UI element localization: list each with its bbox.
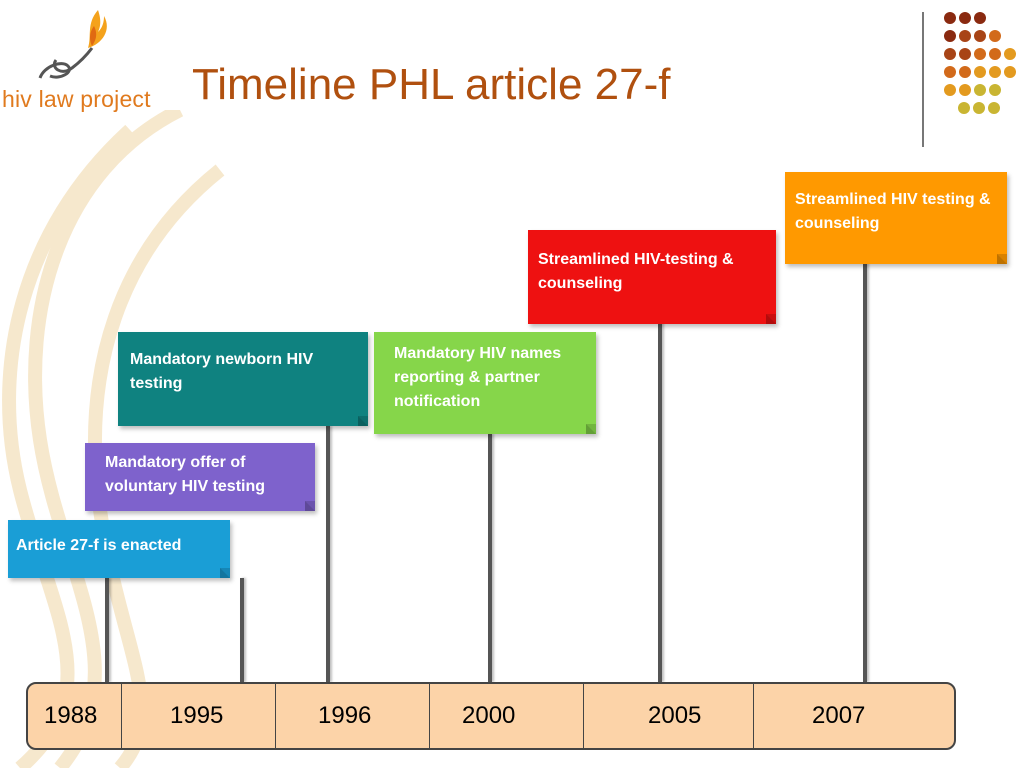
year-label: 1996 [318, 702, 372, 729]
stem-2000 [488, 434, 492, 682]
flame-logo-icon [0, 0, 170, 90]
decorative-dot [974, 66, 986, 78]
header-divider [922, 12, 924, 147]
year-bar [26, 682, 956, 750]
stem-1995 [240, 578, 244, 682]
decorative-dot [944, 84, 956, 96]
event-label: Streamlined HIV-testing & counseling [538, 251, 734, 292]
event-box-2007 [785, 172, 1007, 264]
decorative-dot [989, 66, 1001, 78]
decorative-dot [944, 12, 956, 24]
page-fold-icon [220, 568, 230, 578]
page-fold-icon [358, 416, 368, 426]
event-label: Mandatory newborn HIV testing [130, 351, 314, 392]
decorative-dot [959, 84, 971, 96]
event-box-1995 [85, 443, 315, 511]
decorative-dot [959, 66, 971, 78]
event-box-2000 [374, 332, 596, 434]
stem-2005 [658, 322, 662, 682]
page-fold-icon [305, 501, 315, 511]
year-cell-2005 [584, 684, 754, 748]
decorative-dot [974, 84, 986, 96]
decorative-dot [944, 48, 956, 60]
year-cell-1988 [28, 684, 122, 748]
decorative-dot [1004, 66, 1016, 78]
decorative-dot [958, 102, 970, 114]
decorative-dot [944, 66, 956, 78]
event-label: Mandatory offer of voluntary HIV testing [105, 454, 266, 495]
decorative-dot [944, 30, 956, 42]
year-cell-1995 [122, 684, 276, 748]
stem-2007 [863, 262, 867, 682]
decorative-dot [989, 84, 1001, 96]
event-box-2005 [528, 230, 776, 324]
decorative-dot [974, 48, 986, 60]
year-label: 2005 [648, 702, 702, 729]
decorative-dot [989, 30, 1001, 42]
page-title: Timeline PHL article 27-f [192, 60, 671, 109]
decorative-dot [989, 48, 1001, 60]
year-cell-2000 [430, 684, 584, 748]
decorative-dot [959, 12, 971, 24]
year-cell-1996 [276, 684, 430, 748]
background-swirl-decoration [0, 110, 230, 768]
decorative-dot [973, 102, 985, 114]
stem-1996 [326, 426, 330, 682]
decorative-dot [959, 48, 971, 60]
year-cell-2007 [754, 684, 954, 748]
event-label: Streamlined HIV testing & counseling [795, 191, 991, 232]
year-label: 2007 [812, 702, 866, 729]
year-label: 1995 [170, 702, 224, 729]
year-label: 2000 [462, 702, 516, 729]
page-fold-icon [586, 424, 596, 434]
page-fold-icon [766, 314, 776, 324]
decorative-dot [1004, 48, 1016, 60]
decorative-dot [974, 30, 986, 42]
event-label: Mandatory HIV names reporting & partner notification [394, 345, 562, 410]
logo-text: hiv law project [2, 86, 151, 112]
year-label: 1988 [44, 702, 98, 729]
decorative-dot [988, 102, 1000, 114]
decorative-dot [974, 12, 986, 24]
stem-1988 [105, 578, 109, 682]
event-label: Article 27-f is enacted [16, 537, 182, 554]
decorative-dot [959, 30, 971, 42]
event-box-1996 [118, 332, 368, 426]
hiv-law-project-logo [0, 0, 170, 120]
event-box-1988 [8, 520, 230, 578]
page-fold-icon [997, 254, 1007, 264]
